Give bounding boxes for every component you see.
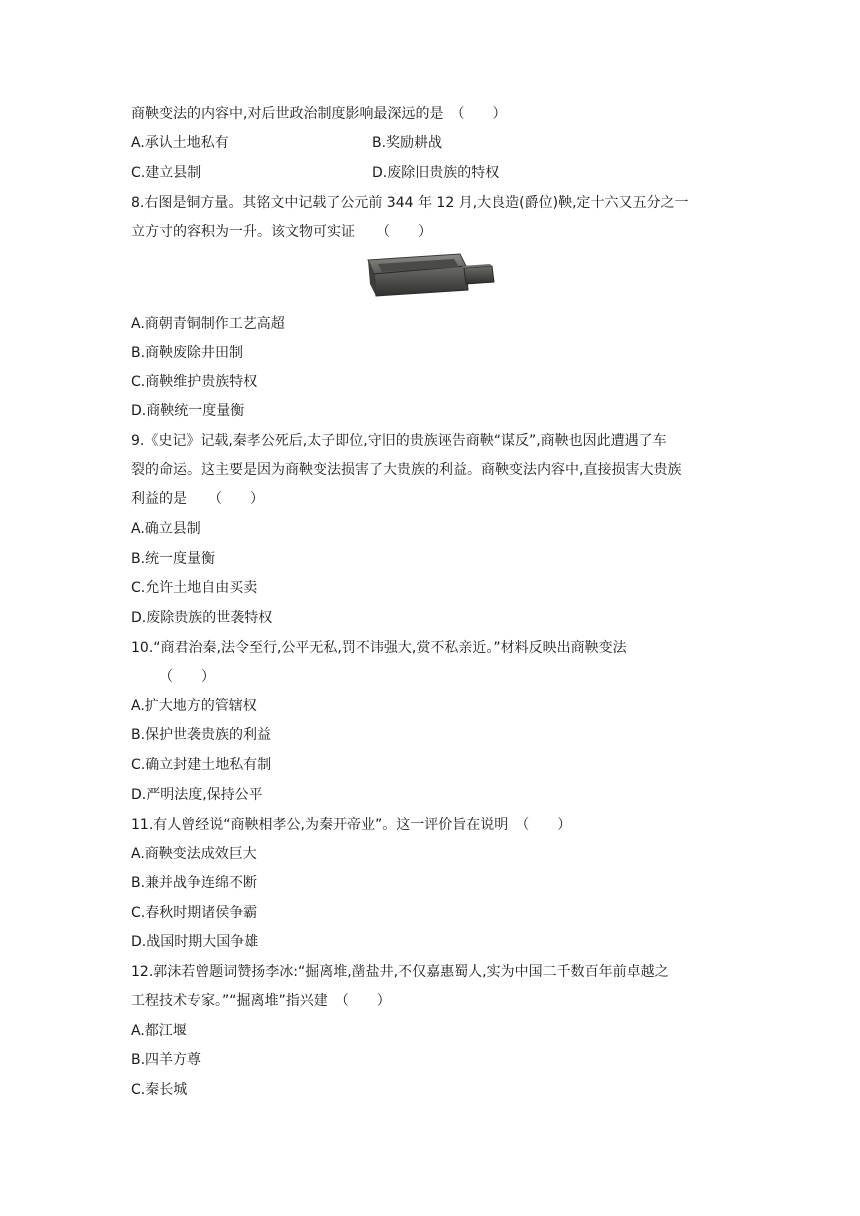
- q10-stem-line1: 10.“商君治秦,法令至行,公平无私,罚不讳强大,赏不私亲近。”材料反映出商鞅变法: [131, 640, 627, 656]
- q11-option-c: C.春秋时期诸侯争霸: [131, 905, 258, 921]
- q12-stem-line1: 12.郭沫若曾题词赞扬李冰:“掘离堆,凿盐井,不仅嘉惠蜀人,实为中国二千数百年前卓越之: [131, 964, 669, 980]
- q10-option-a: A.扩大地方的管辖权: [131, 698, 257, 714]
- copper-measure-image: [364, 252, 498, 298]
- q11-option-b: B.兼并战争连绵不断: [131, 875, 258, 891]
- q11-stem: 11.有人曾经说“商鞅相孝公,为秦开帝业”。这一评价旨在说明 （ ）: [131, 817, 572, 833]
- q12-option-b: B.四羊方尊: [131, 1052, 202, 1068]
- q10-option-d: D.严明法度,保持公平: [131, 787, 263, 803]
- q9-stem-line1: 9.《史记》记载,秦孝公死后,太子即位,守旧的贵族诬告商鞅“谋反”,商鞅也因此遭遇了车: [131, 433, 667, 449]
- q8-option-d: D.商鞅统一度量衡: [131, 403, 245, 419]
- q10-option-c: C.确立封建土地私有制: [131, 757, 272, 773]
- q8-stem-line2: 立方寸的容积为一升。该文物可实证 （ ）: [131, 224, 432, 240]
- q8-stem-line1: 8.右图是铜方量。其铭文中记载了公元前 344 年 12 月,大良造(爵位)鞅,定十六又五分之一: [131, 195, 689, 211]
- q10-stem-line2: （ ）: [159, 669, 215, 685]
- q7-option-b: B.奖励耕战: [372, 135, 443, 151]
- q9-stem-line3: 利益的是 （ ）: [131, 491, 264, 507]
- q12-stem-line2: 工程技术专家。”“掘离堆”指兴建 （ ）: [131, 993, 391, 1009]
- q11-option-d: D.战国时期大国争雄: [131, 934, 259, 950]
- q9-option-d: D.废除贵族的世袭特权: [131, 610, 273, 626]
- q7-stem: 商鞅变法的内容中,对后世政治制度影响最深远的是 （ ）: [131, 106, 507, 122]
- q12-option-a: A.都江堰: [131, 1023, 187, 1039]
- q7-option-d: D.废除旧贵族的特权: [372, 165, 500, 181]
- q10-option-b: B.保护世袭贵族的利益: [131, 727, 272, 743]
- q9-option-a: A.确立县制: [131, 521, 201, 537]
- q9-option-b: B.统一度量衡: [131, 551, 216, 567]
- q12-option-c: C.秦长城: [131, 1082, 188, 1098]
- q9-stem-line2: 裂的命运。这主要是因为商鞅变法损害了大贵族的利益。商鞅变法内容中,直接损害大贵族: [131, 462, 682, 478]
- q11-option-a: A.商鞅变法成效巨大: [131, 846, 257, 862]
- q7-option-c: C.建立县制: [131, 165, 202, 181]
- q8-option-b: B.商鞅废除井田制: [131, 345, 244, 361]
- q9-option-c: C.允许土地自由买卖: [131, 580, 258, 596]
- q8-option-c: C.商鞅维护贵族特权: [131, 374, 258, 390]
- q8-option-a: A.商朝青铜制作工艺高超: [131, 316, 285, 332]
- q7-option-a: A.承认土地私有: [131, 135, 229, 151]
